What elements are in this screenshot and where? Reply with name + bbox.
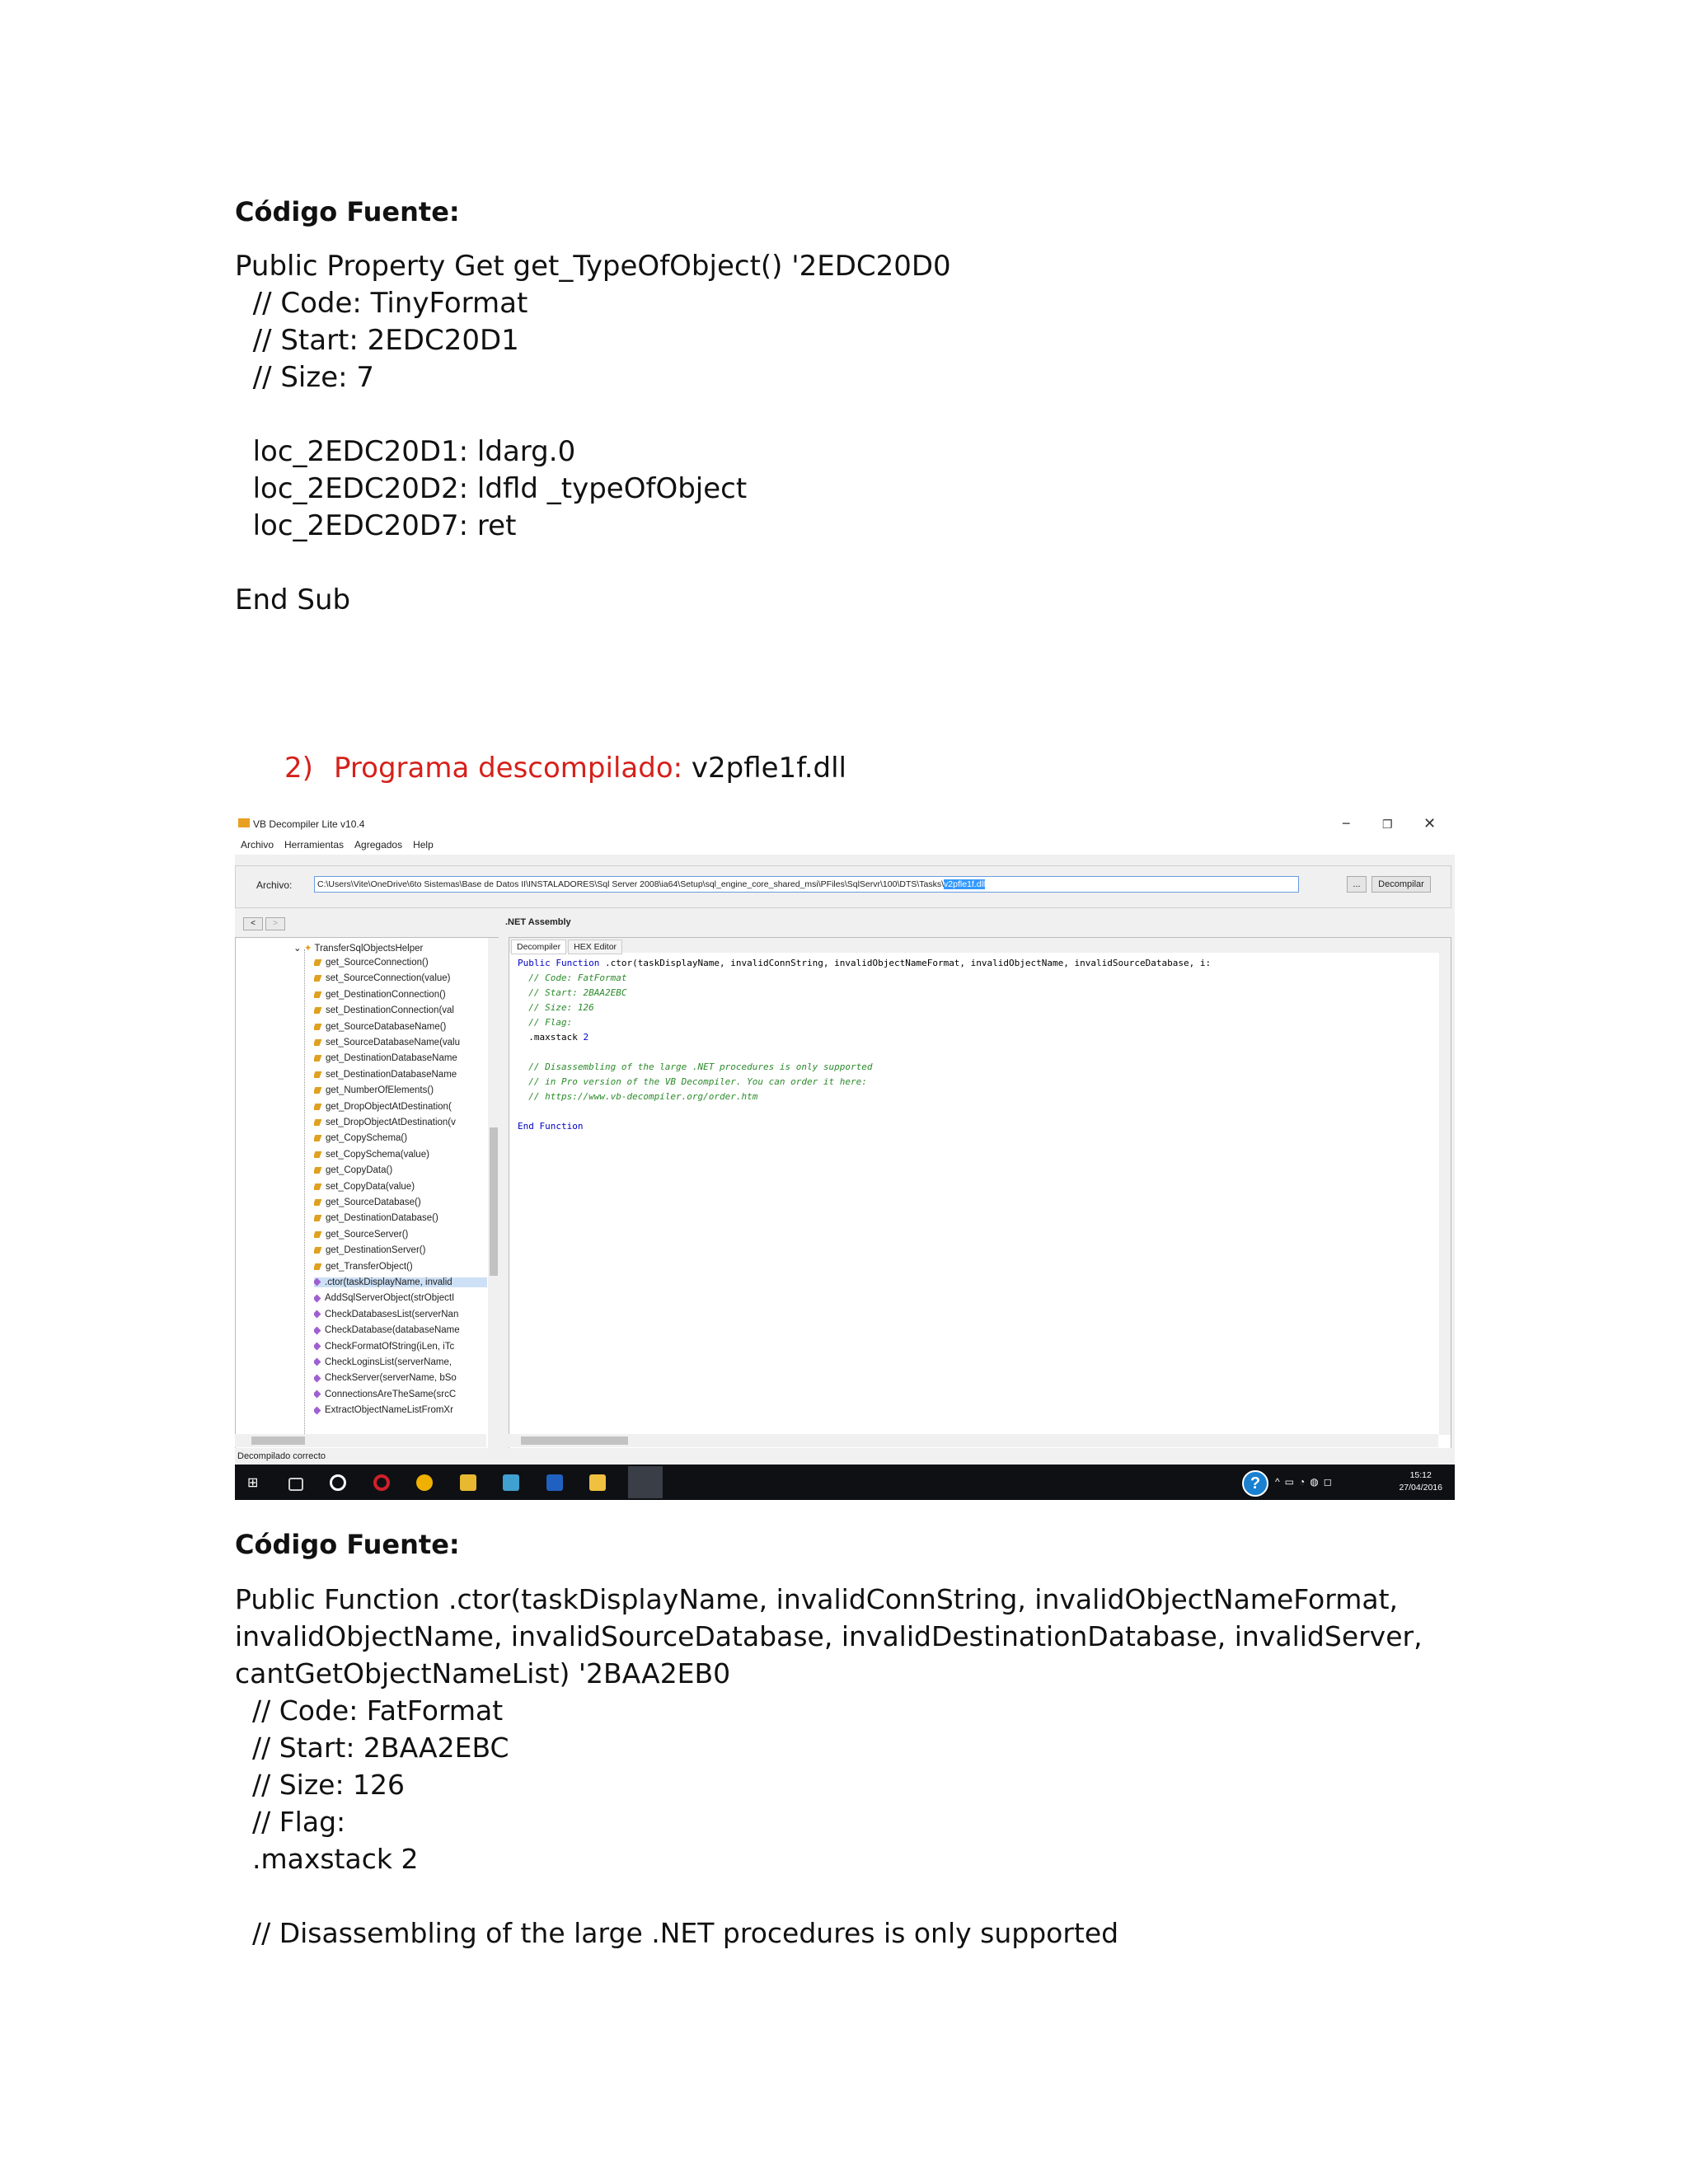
tree-item-label: get_DestinationDatabase() <box>326 1213 438 1224</box>
method-icon <box>314 1278 321 1286</box>
tree-item-label: CheckDatabasesList(serverNan <box>325 1309 459 1319</box>
property-icon <box>314 1199 321 1206</box>
property-icon <box>314 1087 321 1094</box>
code-line: loc_2EDC20D2: ldfld _typeOfObject <box>235 472 748 505</box>
code-line: .maxstack 2 <box>235 1843 419 1875</box>
file-panel <box>235 865 1451 908</box>
tree-item[interactable] <box>314 1357 487 1367</box>
tree-item-label: get_DropObjectAtDestination( <box>326 1101 452 1112</box>
code-line: Public Function .ctor(taskDisplayName, invalidConnString, invalidObjectNameFormat, <box>235 1583 1399 1615</box>
splitter[interactable] <box>499 937 509 1448</box>
tree-item-label: get_DestinationConnection() <box>326 989 446 1000</box>
list-filename: v2pfle1f.dll <box>691 752 846 785</box>
tree-item-label: CheckFormatOfString(iLen, iTc <box>325 1341 455 1352</box>
file-label: Archivo: <box>256 879 293 891</box>
tree-item[interactable] <box>314 1373 487 1383</box>
tree-scrollbar[interactable] <box>488 938 499 1449</box>
tree-item-label: get_NumberOfElements() <box>326 1085 434 1096</box>
code-line: End Sub <box>235 583 351 616</box>
tree-item[interactable] <box>314 1342 487 1352</box>
avast-icon[interactable] <box>416 1474 433 1491</box>
code-line: // Code: FatFormat <box>235 1694 504 1727</box>
method-icon <box>314 1390 321 1399</box>
tree-item-label: get_DestinationDatabaseName <box>326 1053 457 1064</box>
tree-item-label: get_DestinationServer() <box>326 1245 426 1256</box>
chevron-down-icon[interactable]: ⌄ <box>293 944 302 954</box>
property-icon <box>314 1151 321 1158</box>
tab-decompiler[interactable]: Decompiler <box>511 940 566 954</box>
tree-item-label: set_DestinationDatabaseName <box>326 1069 457 1080</box>
code-line: // Flag: <box>235 1806 346 1838</box>
tree-item-label: CheckLoginsList(serverName, <box>325 1357 452 1367</box>
file-path-selected: v2pfle1f.dll <box>944 879 986 889</box>
tree-item[interactable] <box>314 1053 487 1063</box>
code-line: // Start: 2EDC20D1 <box>235 324 519 357</box>
tree-root-label: TransferSqlObjectsHelper <box>314 944 424 954</box>
code-line: // Size: 126 <box>235 1769 406 1801</box>
tree-item[interactable] <box>314 1213 487 1223</box>
property-icon <box>314 1167 321 1174</box>
tree-hscrollbar[interactable] <box>235 1434 486 1447</box>
editor-tabs <box>509 938 1451 953</box>
class-icon: ✦ <box>303 944 312 954</box>
window-titlebar <box>235 812 1455 837</box>
tree-item[interactable] <box>314 973 487 983</box>
help-icon[interactable]: ? <box>1242 1470 1268 1497</box>
tree-item-label: set_SourceDatabaseName(valu <box>326 1038 461 1047</box>
tree-item[interactable] <box>314 1230 487 1240</box>
windows-start-icon[interactable]: ⊞ <box>247 1476 259 1490</box>
method-icon <box>314 1343 321 1351</box>
tree-item[interactable] <box>314 1165 487 1175</box>
folder-icon[interactable] <box>460 1474 476 1491</box>
task-view-icon[interactable] <box>288 1478 303 1491</box>
app-icon <box>238 818 250 827</box>
method-icon <box>314 1358 321 1366</box>
code-line: // Size: 7 <box>235 361 375 394</box>
code-line: // Disassembling of the large .NET procedures is only supported <box>235 1917 1119 1949</box>
clock[interactable]: 15:12 27/04/2016 <box>1399 1470 1442 1493</box>
code-line: loc_2EDC20D1: ldarg.0 <box>235 435 576 468</box>
tree-item[interactable] <box>314 990 487 1000</box>
code-line: // Start: 2BAA2EBC <box>235 1732 509 1764</box>
tree-item-label: ExtractObjectNameListFromXr <box>325 1405 453 1416</box>
tree-item-label: get_TransferObject() <box>326 1261 413 1272</box>
menu-bar <box>235 837 1455 855</box>
list-label: Programa descompilado: <box>334 752 683 785</box>
tree-item-label: AddSqlServerObject(strObjectI <box>325 1293 455 1304</box>
tree-item-label: CheckDatabase(databaseName <box>325 1325 460 1336</box>
tree-item[interactable] <box>314 1133 487 1143</box>
property-icon <box>314 1039 321 1046</box>
menu-item[interactable]: Herramientas <box>284 839 345 851</box>
close-icon[interactable]: ✕ <box>1423 815 1437 832</box>
code-line: Public Property Get get_TypeOfObject() '2EDC20D0 <box>235 250 951 283</box>
tree-item-label: set_CopySchema(value) <box>326 1149 429 1160</box>
tree-item-label: get_SourceConnection() <box>326 958 429 968</box>
method-icon <box>314 1406 321 1414</box>
property-icon <box>314 1007 321 1014</box>
status-text: Decompilado correcto <box>237 1451 326 1461</box>
assembly-label: .NET Assembly <box>505 917 571 927</box>
decompiled-code: Public Function .ctor(taskDisplayName, invalidConnString, invalidObjectNameFormat, invalidObjectName, invalidSourceDatabase, i: // Code: FatFormat // Start: 2BAA2EBC // Size: 126 // Flag: .maxstack 2 // Disassembling of the large .NET procedures is only supported // in Pro version of the VB Decompiler. You can order it here: // https://www.vb-decompiler.org/order.htm End Function <box>518 958 1212 1132</box>
property-icon <box>314 959 321 966</box>
menu-item[interactable]: Agregados <box>354 839 403 851</box>
opera-icon[interactable] <box>373 1474 390 1491</box>
file-path-text: C:\Users\Vite\OneDrive\6to Sistemas\Base de Datos II\INSTALADORES\Sql Server 2008\ia64\Setup\sql_engine_core_shared_msi\PFiles\SqlServr\100\DTS\Tasks\ <box>317 879 945 889</box>
section-heading: Código Fuente: <box>235 1529 460 1560</box>
tree-item-label: set_SourceConnection(value) <box>326 973 451 984</box>
status-bar <box>235 1448 1455 1465</box>
property-icon <box>314 991 321 998</box>
restore-icon[interactable]: ❐ <box>1382 818 1393 831</box>
property-icon <box>314 1215 321 1221</box>
property-icon <box>314 1071 321 1078</box>
property-icon <box>314 1055 321 1062</box>
tree-item-label: set_CopyData(value) <box>326 1181 415 1192</box>
tree-item[interactable] <box>314 1405 487 1415</box>
code-line: // Code: TinyFormat <box>235 287 528 320</box>
code-line: invalidObjectName, invalidSourceDatabase, invalidDestinationDatabase, invalidServer, <box>235 1620 1423 1652</box>
back-button[interactable]: < <box>243 917 263 930</box>
tree-item[interactable] <box>314 1262 487 1272</box>
property-icon <box>314 1104 321 1110</box>
property-icon <box>314 1135 321 1141</box>
file-path-input[interactable] <box>314 876 1299 893</box>
browse-button[interactable]: ... <box>1347 876 1367 893</box>
tree-item[interactable] <box>314 1325 487 1335</box>
tree-item-label: set_DestinationConnection(val <box>326 1005 454 1016</box>
system-tray-icons[interactable]: ^▭◔◍◻ <box>1275 1476 1337 1488</box>
active-app-icon[interactable] <box>628 1466 663 1498</box>
tree-item-label: set_DropObjectAtDestination(v <box>326 1118 456 1127</box>
list-number: 2) <box>284 752 313 785</box>
method-icon <box>314 1326 321 1334</box>
property-icon <box>314 1024 321 1030</box>
tree-item-label: CheckServer(serverName, bSo <box>325 1373 457 1384</box>
decompiler-task-icon[interactable] <box>589 1474 606 1491</box>
code-line: loc_2EDC20D7: ret <box>235 509 517 542</box>
method-icon <box>314 1374 321 1382</box>
editor-scrollbar[interactable] <box>1439 953 1451 1435</box>
window-title: VB Decompiler Lite v10.4 <box>253 818 365 830</box>
source-code-section-1 <box>235 194 1455 619</box>
tree-item[interactable] <box>314 1245 487 1255</box>
list-heading-2 <box>284 752 846 785</box>
tree-item[interactable] <box>314 1005 487 1015</box>
tree-item[interactable] <box>314 1277 487 1287</box>
tree-item[interactable] <box>314 1390 487 1399</box>
tree-item[interactable] <box>314 1085 487 1095</box>
tree-item[interactable] <box>314 1182 487 1192</box>
chrome-icon[interactable] <box>330 1474 346 1491</box>
decompiler-screenshot <box>235 812 1455 1500</box>
minimize-icon[interactable]: − <box>1342 815 1351 832</box>
taskbar <box>235 1465 1455 1500</box>
menu-item[interactable]: Help <box>413 839 434 851</box>
tree-item[interactable] <box>314 958 487 968</box>
property-icon <box>314 1183 321 1190</box>
tree-item[interactable] <box>314 1310 487 1319</box>
tab-hex-editor[interactable]: HEX Editor <box>568 940 622 954</box>
source-code-section-2 <box>235 1526 1455 1952</box>
tree-root[interactable] <box>293 942 423 954</box>
property-icon <box>314 1119 321 1126</box>
tree-item[interactable] <box>314 1070 487 1080</box>
procedure-tree[interactable] <box>235 937 500 1450</box>
tree-item[interactable] <box>314 1118 487 1127</box>
forward-button[interactable]: > <box>265 917 285 930</box>
menu-item[interactable]: Archivo <box>241 839 274 851</box>
tree-item-label: get_CopySchema() <box>326 1133 408 1144</box>
tree-item-label: get_SourceDatabaseName() <box>326 1021 447 1032</box>
property-icon <box>314 975 321 982</box>
decompile-button[interactable]: Decompilar <box>1372 876 1431 893</box>
tree-item-label: get_SourceServer() <box>326 1229 409 1240</box>
store-icon[interactable] <box>503 1474 519 1491</box>
property-icon <box>314 1231 321 1238</box>
code-editor[interactable] <box>509 937 1451 1450</box>
method-icon <box>314 1310 321 1319</box>
word-icon[interactable] <box>546 1474 563 1491</box>
tree-item[interactable] <box>314 1293 487 1303</box>
section-heading: Código Fuente: <box>235 196 460 227</box>
tree-item-label: get_CopyData() <box>326 1165 393 1176</box>
code-line: cantGetObjectNameList) '2BAA2EB0 <box>235 1657 731 1690</box>
tree-item[interactable] <box>314 1150 487 1160</box>
tree-item[interactable] <box>314 1022 487 1032</box>
tree-item[interactable] <box>314 1197 487 1207</box>
tree-item[interactable] <box>314 1102 487 1112</box>
tree-item-label: ConnectionsAreTheSame(srcC <box>325 1389 457 1399</box>
editor-hscrollbar[interactable] <box>509 1434 1438 1447</box>
property-icon <box>314 1263 321 1270</box>
tree-item-label: .ctor(taskDisplayName, invalid <box>325 1277 452 1287</box>
tree-item-label: get_SourceDatabase() <box>326 1197 421 1207</box>
method-icon <box>314 1294 321 1302</box>
property-icon <box>314 1247 321 1254</box>
tree-item[interactable] <box>314 1038 487 1047</box>
